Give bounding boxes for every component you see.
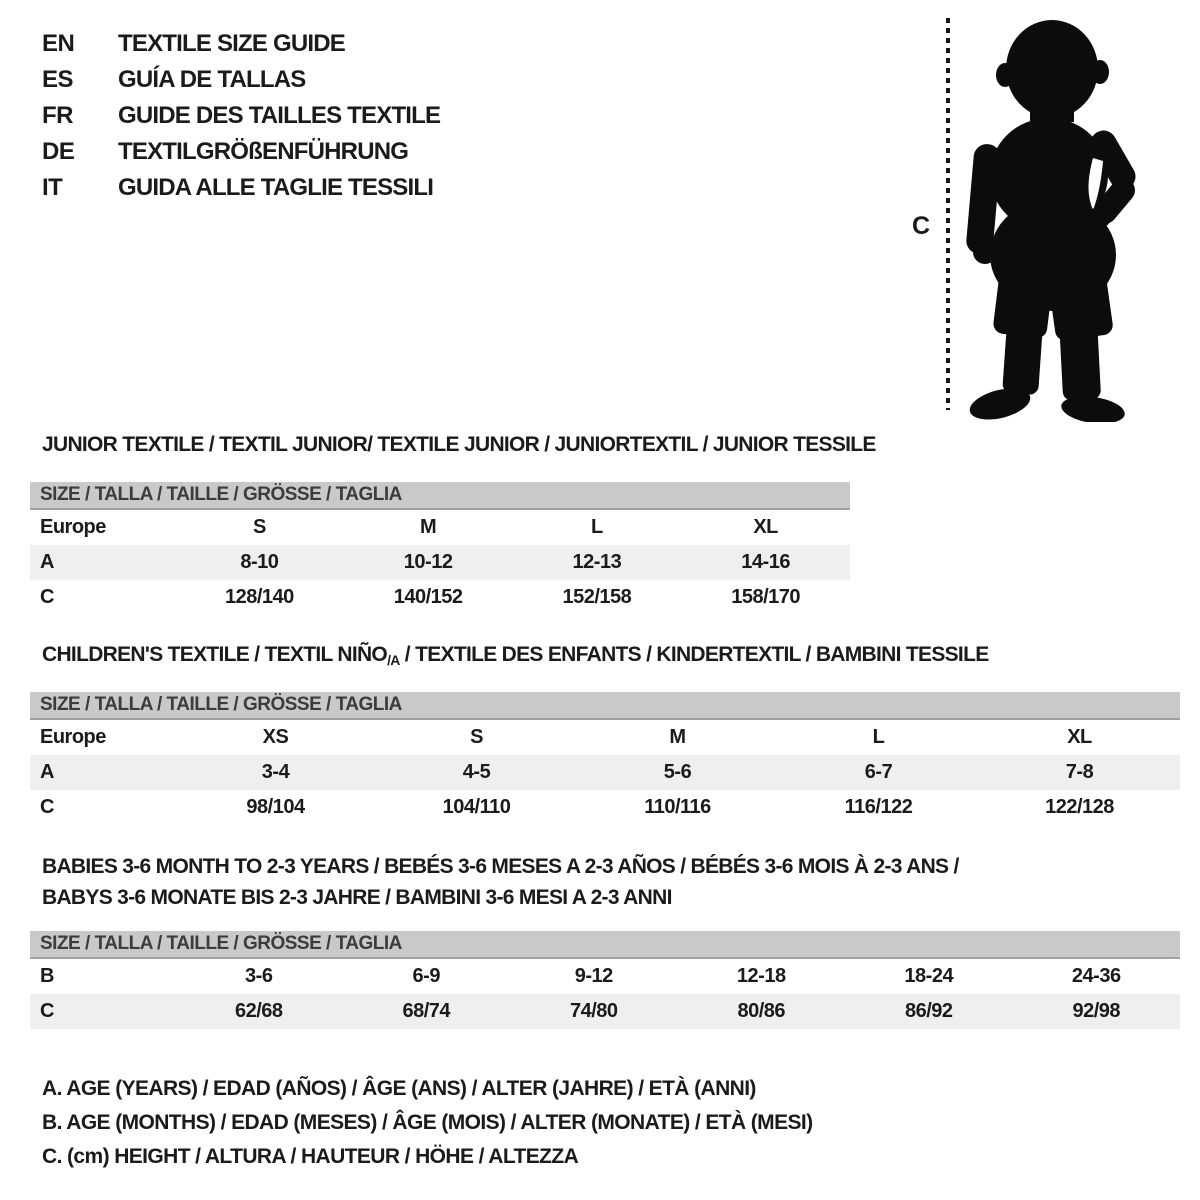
children-section-title [42,643,989,668]
table-cell: C [40,586,54,608]
babies-table-size-header: SIZE / TALLA / TAILLE / GRÖSSE / TAGLIA [30,931,1180,959]
lang-row-de [42,134,440,170]
table-cell: M [669,726,686,748]
table-cell: B [40,965,54,987]
table-cell: 110/116 [644,796,711,818]
lang-code: FR [42,102,73,129]
children-size-table [30,692,1180,825]
legend-line-c: C. (cm) HEIGHT / ALTURA / HAUTEUR / HÖHE / ALTEZZA [42,1145,579,1168]
table-cell: 7-8 [979,755,1180,790]
table-cell: C [30,994,175,1029]
toddler-silhouette-icon [960,12,1140,422]
lang-row-en [42,26,440,62]
lang-row-fr [42,98,440,134]
table-cell: 92/98 [1013,994,1181,1029]
table-cell: 18-24 [904,965,954,987]
lang-title: GUIDA ALLE TAGLIE TESSILI [118,174,434,201]
table-cell: A [30,755,175,790]
table-cell: 86/92 [845,994,1013,1029]
lang-row-es [42,62,440,98]
measure-legend [42,1072,813,1174]
table-cell: L [591,516,603,538]
table-cell: S [470,726,483,748]
table-cell: 14-16 [681,545,850,580]
table-cell: 6-9 [412,965,440,987]
table-cell: 116/122 [844,796,913,818]
table-cell: 3-6 [245,965,273,987]
table-cell: L [872,726,885,748]
table-cell: S [252,516,266,538]
table-cell: 5-6 [577,755,778,790]
junior-size-table [30,482,850,615]
lang-code: DE [42,138,75,165]
table-cell: XL [753,516,778,538]
lang-title: TEXTILE SIZE GUIDE [118,30,345,57]
lang-row-it [42,170,440,206]
legend-line-a: A. AGE (YEARS) / EDAD (AÑOS) / ÂGE (ANS) / ALTER (JAHRE) / ETÀ (ANNI) [42,1077,756,1100]
table-cell: 140/152 [393,586,463,608]
table-cell: 158/170 [731,586,801,608]
table-cell: XL [1067,726,1092,748]
children-title-pre: CHILDREN'S TEXTILE / TEXTIL NIÑO [42,643,388,666]
table-cell: M [420,516,437,538]
table-cell: 10-12 [344,545,513,580]
table-cell: XS [262,726,289,748]
table-cell: 104/110 [442,796,511,818]
babies-size-table [30,931,1180,1029]
babies-section-title-line2: BABYS 3-6 MONATE BIS 2-3 JAHRE / BAMBINI 3-6 MESI A 2-3 ANNI [42,886,672,909]
table-cell: C [40,796,54,818]
table-cell: 24-36 [1071,965,1121,987]
lang-code: EN [42,30,75,57]
table-cell: 12-18 [736,965,786,987]
table-cell: 6-7 [778,755,979,790]
table-cell: 9-12 [574,965,613,987]
height-dashed-line [946,18,950,410]
lang-code: ES [42,66,74,93]
table-cell: 68/74 [343,994,511,1029]
table-cell: 12-13 [513,545,682,580]
table-cell: 122/128 [1045,796,1114,818]
table-cell: Europe [40,516,106,538]
babies-section-title-line1: BABIES 3-6 MONTH TO 2-3 YEARS / BEBÉS 3-6 MESES A 2-3 AÑOS / BÉBÉS 3-6 MOIS À 2-3 ANS / [42,855,959,878]
lang-title: GUIDE DES TAILLES TEXTILE [118,102,441,129]
table-cell: 3-4 [175,755,376,790]
lang-code: IT [42,174,63,201]
table-cell: 152/158 [562,586,632,608]
height-measure-figure [900,0,1200,430]
table-cell: 80/86 [678,994,846,1029]
lang-title: TEXTILGRÖßENFÜHRUNG [118,138,409,165]
children-table-size-header: SIZE / TALLA / TAILLE / GRÖSSE / TAGLIA [30,692,1180,720]
junior-section-title: JUNIOR TEXTILE / TEXTIL JUNIOR/ TEXTILE JUNIOR / JUNIORTEXTIL / JUNIOR TESSILE [42,433,876,456]
table-cell: 98/104 [246,796,305,818]
language-title-list [42,26,440,206]
table-cell: 8-10 [175,545,344,580]
table-cell: 4-5 [376,755,577,790]
table-cell: 62/68 [175,994,343,1029]
table-cell: 74/80 [510,994,678,1029]
table-cell: 128/140 [224,586,294,608]
height-measure-label: C [912,212,931,240]
table-cell: A [30,545,175,580]
lang-title: GUÍA DE TALLAS [118,66,306,93]
children-title-subscript: /A [387,652,400,668]
table-cell: Europe [40,726,106,748]
junior-table-size-header: SIZE / TALLA / TAILLE / GRÖSSE / TAGLIA [30,482,850,510]
legend-line-b: B. AGE (MONTHS) / EDAD (MESES) / ÂGE (MOIS) / ALTER (MONATE) / ETÀ (MESI) [42,1111,813,1134]
children-title-post: / TEXTILE DES ENFANTS / KINDERTEXTIL / BAMBINI TESSILE [399,643,989,666]
